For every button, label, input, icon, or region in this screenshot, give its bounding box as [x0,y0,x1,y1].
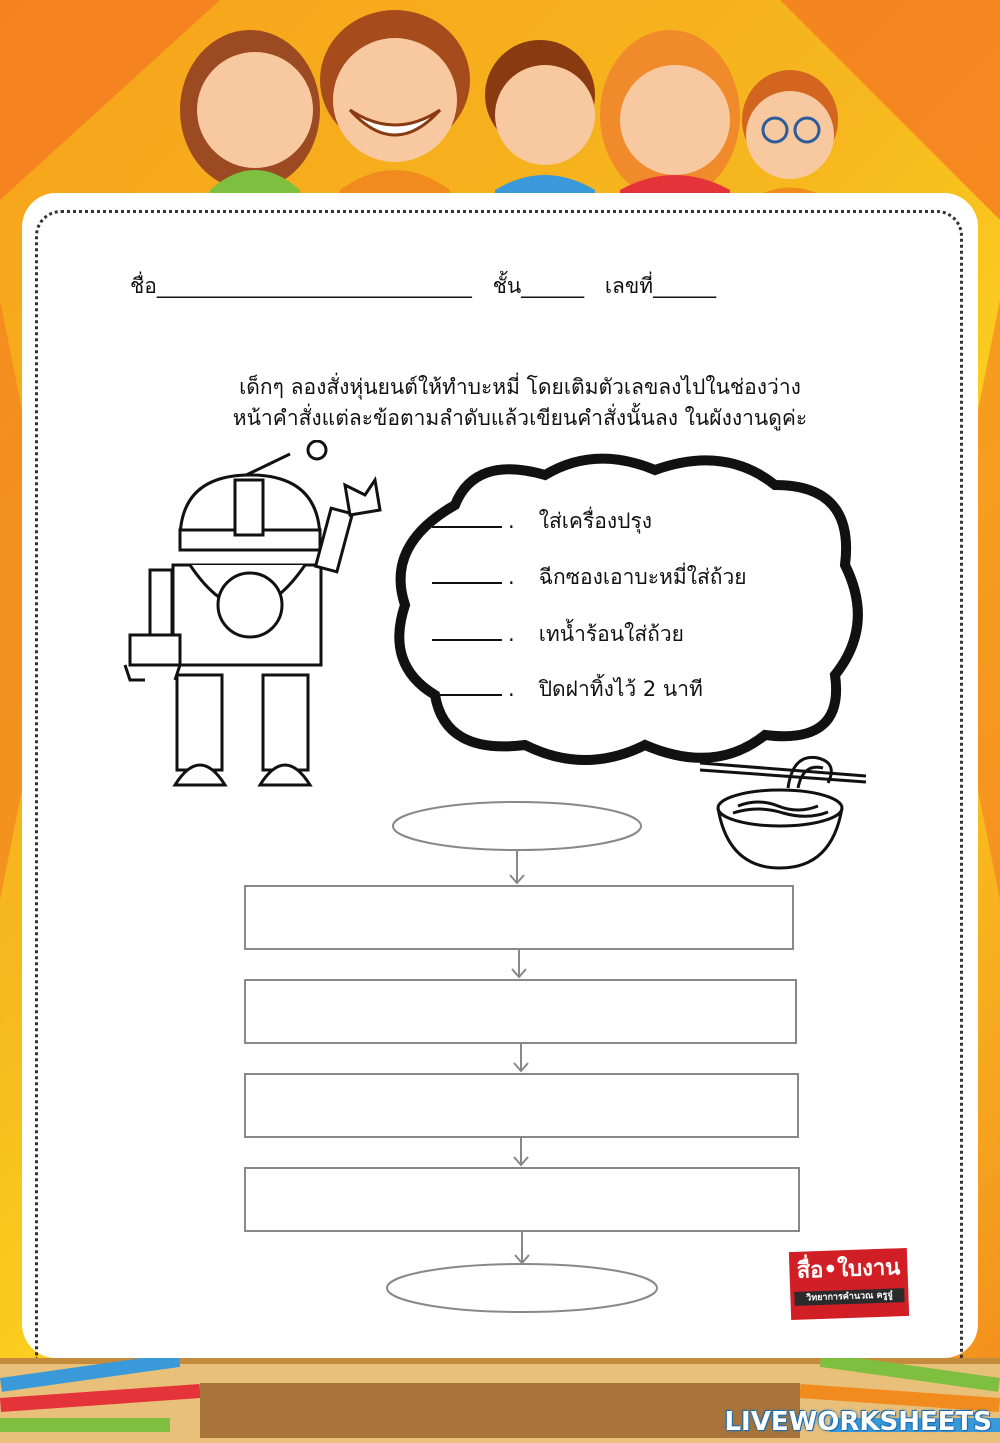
class-field[interactable]: ชั้น______ [492,274,585,298]
step-2-text: ฉีกซองเอาบะหมี่ใส่ถ้วย [538,565,747,589]
instructions [120,372,920,434]
kids-illustration [150,0,850,215]
step-1-text: ใส่เครื่องปรุง [538,509,652,533]
kid-1 [180,30,320,215]
speech-cloud [385,445,865,775]
logo-title: สื่อ•ใบงาน [796,1255,901,1284]
step-3: . เทน้ำร้อนใส่ถ้วย [432,618,684,651]
step-3-blank[interactable] [432,621,502,641]
flow-end-oval[interactable] [387,1264,657,1312]
step-3-text: เทน้ำร้อนใส่ถ้วย [538,622,684,646]
step-1-blank[interactable] [432,508,502,528]
sue-bai-ngan-logo [789,1248,909,1320]
flow-box-2[interactable] [245,980,796,1043]
kid-4 [600,30,740,215]
number-field[interactable]: เลขที่______ [604,274,717,298]
step-4-text: ปิดฝาทิ้งไว้ 2 นาที [538,677,703,701]
step-1: . ใส่เครื่องปรุง [432,505,652,538]
flow-start-oval[interactable] [393,802,641,850]
student-info-line [130,270,910,303]
step-4-blank[interactable] [432,676,502,696]
flow-box-4[interactable] [245,1168,799,1231]
kid-3 [485,40,595,215]
name-field[interactable]: ชื่อ______________________________ [130,274,472,298]
flow-box-3[interactable] [245,1074,798,1137]
instruction-line-1: เด็กๆ ลองสั่งหุ่นยนต์ให้ทำบะหมี่ โดยเติมตัวเลขลงไปในช่องว่าง [239,375,801,399]
robot-illustration [95,440,395,800]
flow-box-1[interactable] [245,886,793,949]
instruction-line-2: หน้าคำสั่งแต่ละข้อตามลำดับแล้วเขียนคำสั่งนั้นลง ในผังงานดูค่ะ [232,406,808,430]
step-2-blank[interactable] [432,564,502,584]
step-2: . ฉีกซองเอาบะหมี่ใส่ถ้วย [432,561,747,594]
liveworksheets-brand: LIVEWORKSHEETS [724,1407,992,1437]
noodle-bowl-icon [698,748,873,878]
logo-subtitle: วิทยาการคำนวณ ครูจู๋ [794,1288,904,1306]
step-4: . ปิดฝาทิ้งไว้ 2 นาที [432,673,703,706]
kid-2 [320,10,470,215]
